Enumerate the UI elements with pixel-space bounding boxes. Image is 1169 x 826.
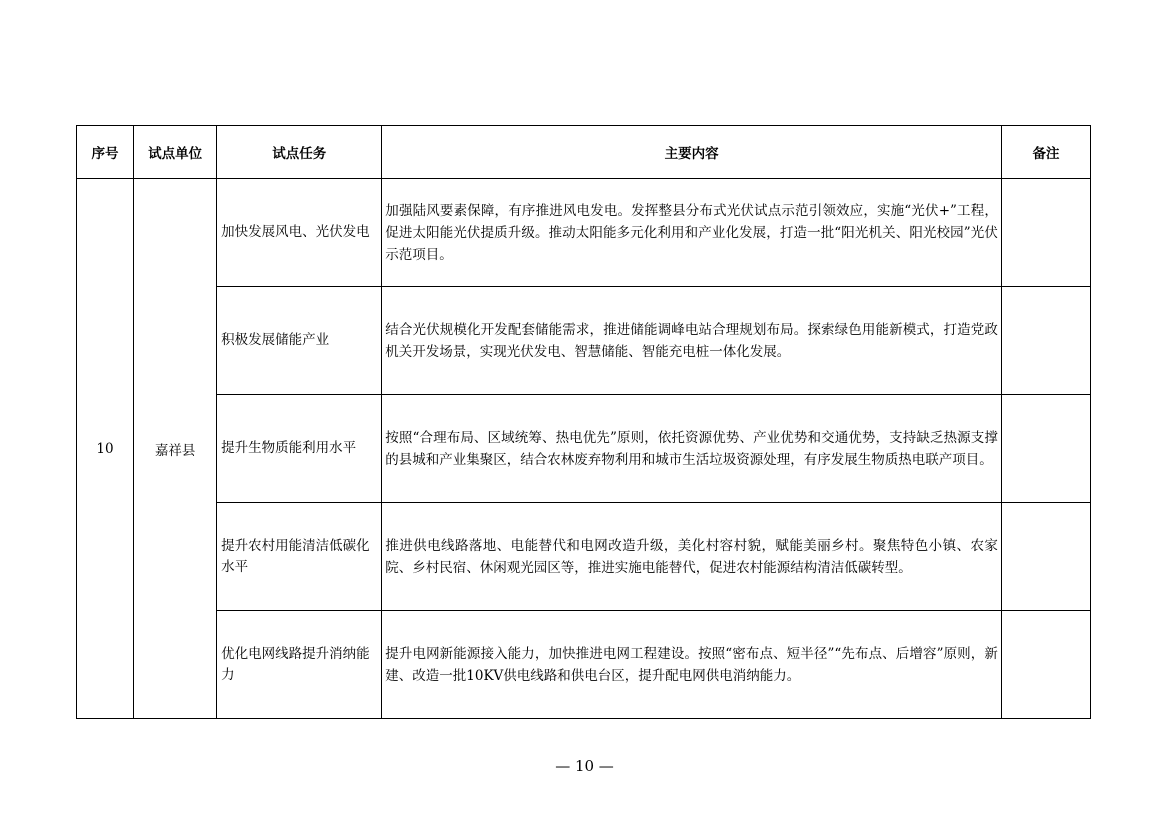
table-row: [77, 179, 1091, 287]
table-row: [77, 395, 1091, 503]
table-row: [77, 611, 1091, 719]
header-seq: 序号: [77, 126, 134, 179]
note-cell: [1001, 611, 1090, 719]
table-body: [77, 179, 1091, 719]
content-cell: 推进供电线路落地、电能替代和电网改造升级，美化村容村貌，赋能美丽乡村。聚焦特色小镇、农家院、乡村民宿、休闲观光园区等，推进实施电能替代，促进农村能源结构清洁低碳转型。: [382, 503, 1002, 611]
note-cell: [1001, 287, 1090, 395]
content-cell: 结合光伏规模化开发配套储能需求，推进储能调峰电站合理规划布局。探索绿色用能新模式，打造党政机关开发场景，实现光伏发电、智慧储能、智能充电桩一体化发展。: [382, 287, 1002, 395]
note-cell: [1001, 179, 1090, 287]
seq-cell: 10: [77, 179, 134, 719]
note-cell: [1001, 395, 1090, 503]
content-cell: 按照“合理布局、区域统筹、热电优先”原则，依托资源优势、产业优势和交通优势，支持缺乏热源支撑的县城和产业集聚区，结合农林废弃物利用和城市生活垃圾资源处理，有序发展生物质热电联产项目。: [382, 395, 1002, 503]
header-content: 主要内容: [382, 126, 1002, 179]
task-cell: 优化电网线路提升消纳能力: [217, 611, 382, 719]
header-unit: 试点单位: [134, 126, 217, 179]
content-cell: 提升电网新能源接入能力，加快推进电网工程建设。按照“密布点、短半径”“先布点、后增容”原则，新建、改造一批10KV供电线路和供电台区，提升配电网供电消纳能力。: [382, 611, 1002, 719]
content-cell: 加强陆风要素保障，有序推进风电发电。发挥整县分布式光伏试点示范引领效应，实施“光伏+”工程，促进太阳能光伏提质升级。推动太阳能多元化利用和产业化发展，打造一批“阳光机关、阳光校园”光伏示范项目。: [382, 179, 1002, 287]
table-row: [77, 503, 1091, 611]
pilot-task-table: [76, 125, 1091, 719]
unit-cell: 嘉祥县: [134, 179, 217, 719]
page-number: — 10 —: [555, 757, 614, 775]
task-cell: 积极发展储能产业: [217, 287, 382, 395]
task-cell: 加快发展风电、光伏发电: [217, 179, 382, 287]
header-note: 备注: [1001, 126, 1090, 179]
table-row: [77, 287, 1091, 395]
task-cell: 提升农村用能清洁低碳化水平: [217, 503, 382, 611]
table-header: [77, 126, 1091, 179]
header-row: [77, 126, 1091, 179]
task-cell: 提升生物质能利用水平: [217, 395, 382, 503]
header-task: 试点任务: [217, 126, 382, 179]
note-cell: [1001, 503, 1090, 611]
